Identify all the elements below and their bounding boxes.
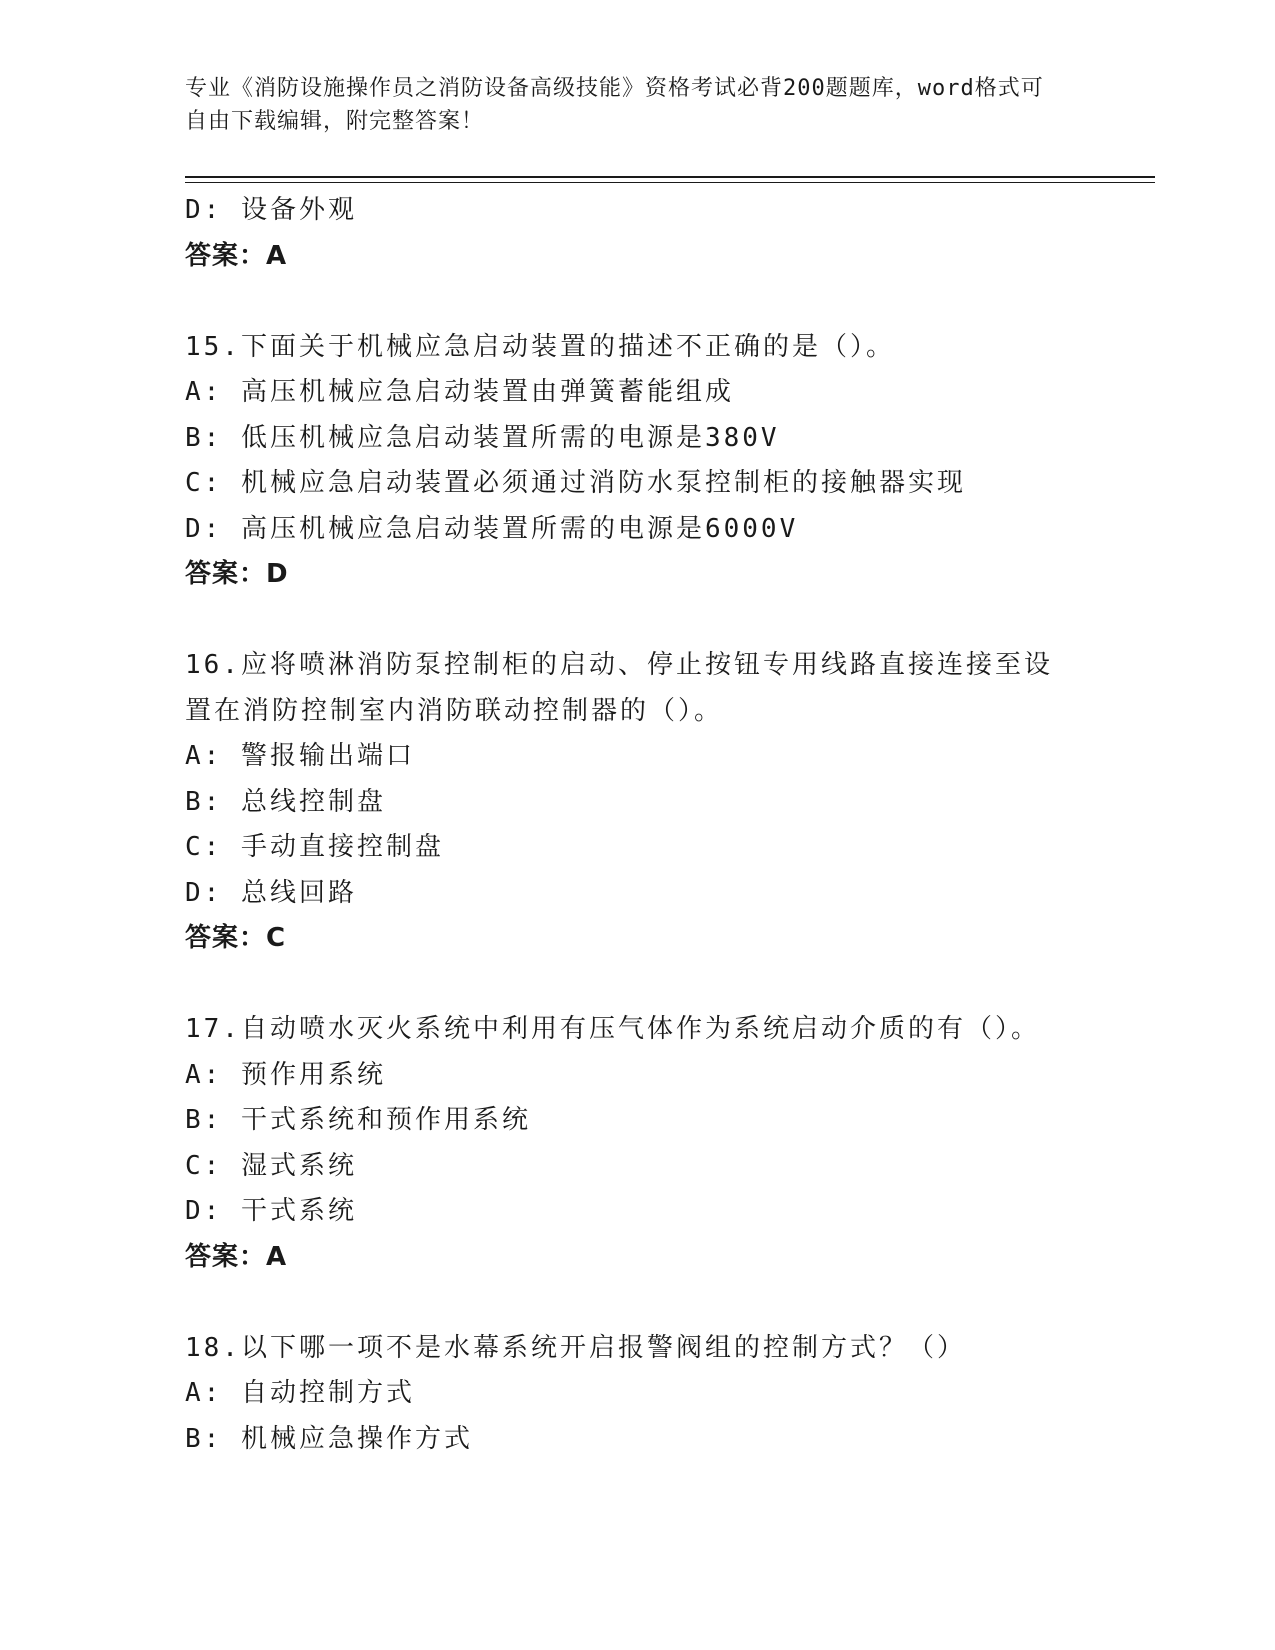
question-content bbox=[185, 188, 1085, 1462]
question-stem: 15.下面关于机械应急启动装置的描述不正确的是（）。 bbox=[185, 331, 895, 362]
answer-line: 答案：A bbox=[185, 240, 288, 271]
answer-line: 答案：C bbox=[185, 923, 287, 953]
option-c: C: 手动直接控制盘 bbox=[185, 832, 444, 862]
question-stem: 17.自动喷水灭火系统中利用有压气体作为系统启动介质的有（）。 bbox=[185, 1014, 1040, 1044]
option-d: D: 干式系统 bbox=[185, 1196, 357, 1226]
answer-line: 答案：A bbox=[185, 1241, 288, 1272]
option-d: D: 高压机械应急启动装置所需的电源是6000V bbox=[185, 513, 799, 544]
option-a: A: 自动控制方式 bbox=[185, 1378, 415, 1408]
option-c: C: 湿式系统 bbox=[185, 1150, 357, 1181]
spacer bbox=[185, 279, 1085, 325]
question-15 bbox=[185, 325, 1085, 598]
option-d: D: 设备外观 bbox=[185, 195, 357, 225]
question-stem: 16.应将喷淋消防泵控制柜的启动、停止按钮专用线路直接连接至设置在消防控制室内消防联动控制器的（）。 bbox=[185, 650, 1053, 726]
option-c: C: 机械应急启动装置必须通过消防水泵控制柜的接触器实现 bbox=[185, 468, 966, 498]
question-18 bbox=[185, 1326, 1085, 1463]
document-header: 专业《消防设施操作员之消防设备高级技能》资格考试必背200题题库，word格式可自由下载编辑，附完整答案！ bbox=[185, 76, 1044, 134]
question-stem: 18.以下哪一项不是水幕系统开启报警阀组的控制方式？（） bbox=[185, 1332, 966, 1363]
answer-line: 答案：D bbox=[185, 559, 289, 589]
option-a: A: 警报输出端口 bbox=[185, 741, 415, 771]
spacer bbox=[185, 1280, 1085, 1326]
option-d: D: 总线回路 bbox=[185, 877, 357, 908]
header-divider bbox=[185, 176, 1155, 178]
question-17 bbox=[185, 1007, 1085, 1280]
option-b: B: 总线控制盘 bbox=[185, 786, 386, 817]
question-16 bbox=[185, 643, 1085, 962]
option-b: B: 干式系统和预作用系统 bbox=[185, 1105, 531, 1135]
spacer bbox=[185, 962, 1085, 1008]
option-a: A: 预作用系统 bbox=[185, 1059, 386, 1090]
spacer bbox=[185, 598, 1085, 644]
option-b: B: 低压机械应急启动装置所需的电源是380V bbox=[185, 422, 780, 453]
option-b: B: 机械应急操作方式 bbox=[185, 1423, 473, 1454]
option-a: A: 高压机械应急启动装置由弹簧蓄能组成 bbox=[185, 377, 734, 407]
header-divider-thin bbox=[185, 182, 1155, 183]
